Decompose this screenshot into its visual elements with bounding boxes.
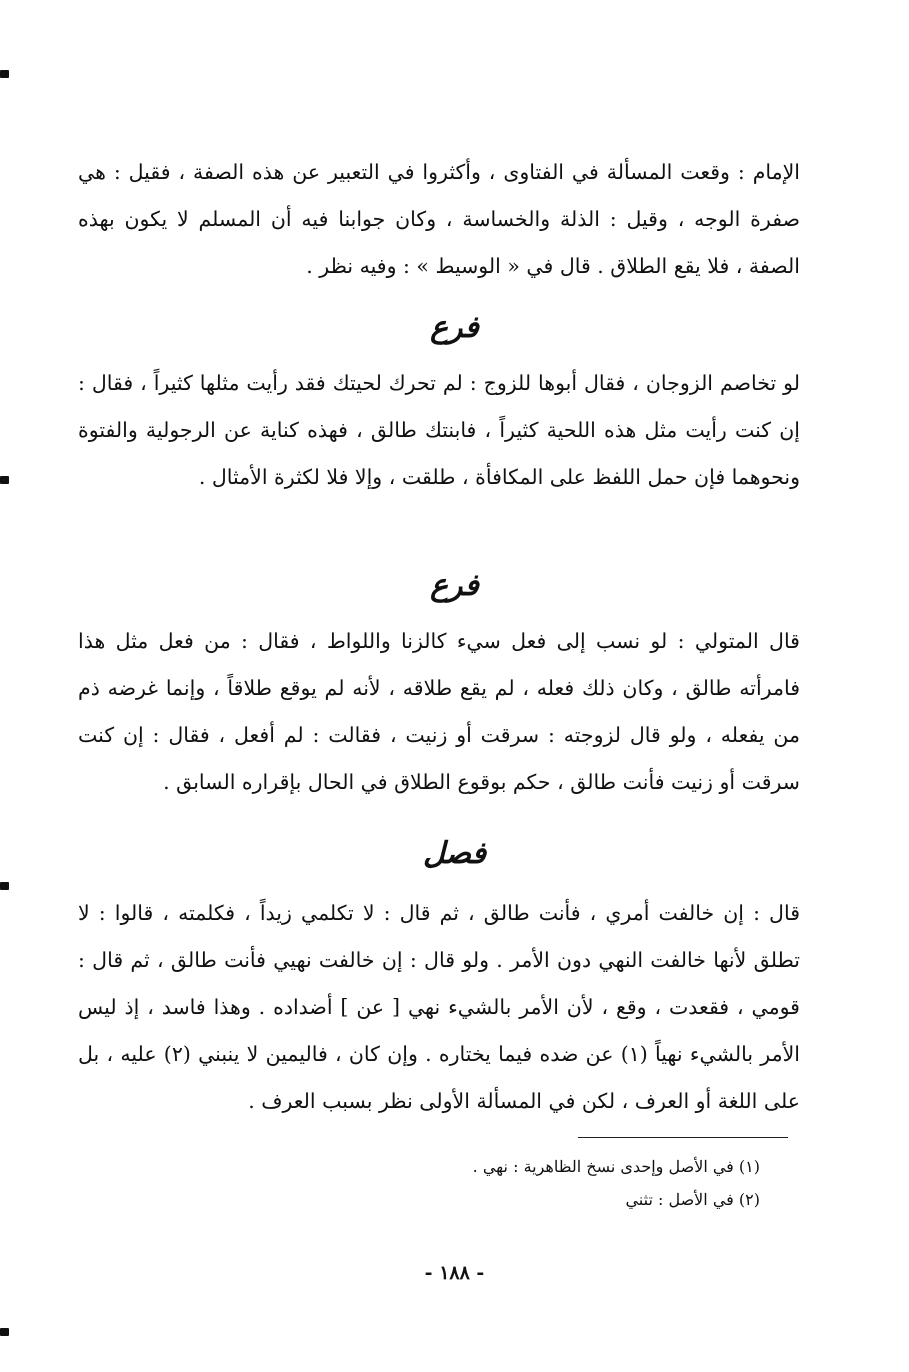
paragraph-fasl bbox=[78, 890, 800, 1125]
paragraph-far-1 bbox=[78, 360, 800, 501]
paragraph-text: الإمام : وقعت المسألة في الفتاوى ، وأكثروا في التعبير عن هذه الصفة ، فقيل : هي صفرة الوجه ، وقيل : الذلة والخساسة ، وكان جوابنا فيه أن المسلم لا يكون بهذه الصفة ، فلا يقع الطلاق . قال في « الوسيط » : وفيه نظر . bbox=[78, 160, 800, 278]
section-heading-far: فرع bbox=[430, 310, 479, 345]
footnote-1: (١) في الأصل وإحدى نسخ الظاهرية : نهي . bbox=[472, 1157, 760, 1176]
paragraph-continuation bbox=[78, 149, 800, 290]
scan-edge-mark bbox=[0, 882, 9, 890]
footnote-2: (٢) في الأصل : تثني bbox=[625, 1190, 760, 1209]
footnotes bbox=[300, 1150, 760, 1216]
scan-edge-mark bbox=[0, 1328, 9, 1336]
paragraph-text: قال المتولي : لو نسب إلى فعل سيء كالزنا واللواط ، فقال : من فعل مثل هذا فامرأته طالق ، وكان ذلك فعله ، لم يقع طلاقه ، لأنه لم يوقع طلاقاً ، وإنما غرضه ذم من يفعله ، ولو قال لزوجته : سرقت أو زنيت ، فقالت : لم أفعل ، فقال : إن كنت سرقت أو زنيت فأنت طالق ، حكم بوقوع الطلاق في الحال بإقراره السابق . bbox=[78, 629, 800, 794]
section-heading-fasl: فصل bbox=[422, 836, 487, 871]
paragraph-text: قال : إن خالفت أمري ، فأنت طالق ، ثم قال : لا تكلمي زيداً ، فكلمته ، قالوا : لا تطلق لأنها خالفت النهي دون الأمر . ولو قال : إن خالفت نهيي فأنت طالق ، ثم قال : قومي ، فقعدت ، وقع ، لأن الأمر بالشيء نهي [ عن ] أضداده . وهذا فاسد ، إذ ليس الأمر بالشيء نهياً (١) عن ضده فيما يختاره . وإن كان ، فاليمين لا ينبني (٢) عليه ، بل على اللغة أو العرف ، لكن في المسألة الأولى نظر بسبب العرف . bbox=[78, 901, 800, 1113]
scan-edge-mark bbox=[0, 476, 9, 484]
paragraph-text: لو تخاصم الزوجان ، فقال أبوها للزوج : لم تحرك لحيتك فقد رأيت مثلها كثيراً ، فقال : إن كنت رأيت مثل هذه اللحية كثيراً ، فابنتك طالق ، فهذه كناية عن الرجولية والفتوة ونحوهما فإن حمل اللفظ على المكافأة ، طلقت ، وإلا فلا لكثرة الأمثال . bbox=[78, 371, 800, 489]
section-heading-far: فرع bbox=[430, 568, 479, 603]
paragraph-far-2 bbox=[78, 618, 800, 806]
footnote-divider bbox=[578, 1137, 788, 1138]
page-number: - ١٨٨ - bbox=[424, 1262, 485, 1284]
scan-edge-mark bbox=[0, 70, 9, 78]
